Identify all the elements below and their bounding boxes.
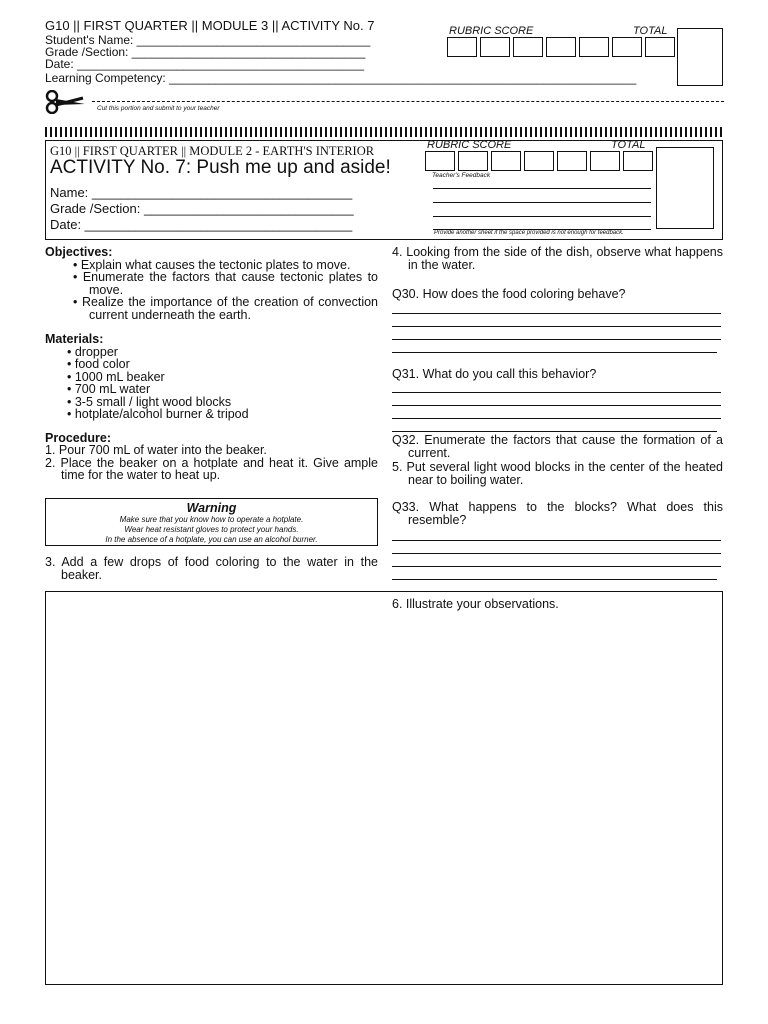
activity-title: ACTIVITY No. 7: Push me up and aside!: [50, 157, 391, 178]
activity-date-field[interactable]: Date: _____________________________________: [50, 217, 353, 232]
feedback-label: Teacher's Feedback: [432, 172, 491, 179]
rubric-cell[interactable]: [480, 37, 510, 57]
material-item: • 3-5 small / light wood blocks: [67, 394, 232, 409]
barcode-divider: [45, 127, 723, 137]
activity-total-label: TOTAL: [611, 139, 646, 151]
material-item: • 700 mL water: [67, 382, 151, 396]
feedback-line[interactable]: [433, 202, 651, 203]
rubric-cell[interactable]: [524, 151, 554, 171]
illustration-box[interactable]: [45, 591, 723, 985]
objective-item: • Explain what causes the tectonic plates to move.: [73, 257, 351, 272]
activity-rubric-label: RUBRIC SCORE: [427, 139, 512, 151]
cut-note: Cut this portion and submit to your teacher: [97, 105, 220, 112]
procedure-step-2: 2. Place the beaker on a hotplate and heat it. Give ample time for the water to heat up.: [45, 455, 378, 482]
step-5: 5. Put several light wood blocks in the center of the heated near to boiling water.: [392, 460, 723, 487]
q32: Q32. Enumerate the factors that cause the formation of a current.: [392, 433, 723, 460]
answer-line[interactable]: [392, 392, 721, 393]
rubric-cell[interactable]: [623, 151, 653, 171]
rubric-label: RUBRIC SCORE: [449, 25, 534, 37]
answer-line[interactable]: [392, 313, 721, 314]
objective-item: • Enumerate the factors that cause tectonic plates to move.: [73, 270, 378, 297]
procedure-step-3: 3. Add a few drops of food coloring to the water in the beaker.: [45, 555, 378, 582]
answer-line[interactable]: [392, 418, 721, 419]
rubric-cell[interactable]: [579, 37, 609, 57]
feedback-line[interactable]: [433, 216, 651, 217]
answer-line[interactable]: [392, 352, 717, 353]
module-line: G10 || FIRST QUARTER || MODULE 2 - EARTH'S INTERIOR: [50, 144, 375, 158]
warning-title: Warning: [186, 501, 237, 515]
step-4: 4. Looking from the side of the dish, observe what happens in the water.: [392, 245, 723, 272]
rubric-cell[interactable]: [513, 37, 543, 57]
total-score-box[interactable]: [677, 28, 723, 86]
q33: Q33. What happens to the blocks? What does this resemble?: [392, 500, 723, 527]
cut-line: [92, 101, 724, 102]
name-field[interactable]: Name: ____________________________________: [50, 185, 353, 200]
warning-line: Wear heat resistant gloves to protect your hands.: [124, 525, 299, 534]
rubric-cell[interactable]: [458, 151, 488, 171]
feedback-line[interactable]: [433, 188, 651, 189]
material-item: • hotplate/alcohol burner & tripod: [67, 407, 249, 421]
rubric-cell[interactable]: [557, 151, 587, 171]
step-6: 6. Illustrate your observations.: [392, 597, 559, 611]
header-title: G10 || FIRST QUARTER || MODULE 3 || ACTIVITY No. 7: [45, 18, 375, 33]
material-item: • 1000 mL beaker: [67, 369, 165, 384]
rubric-cell[interactable]: [645, 37, 675, 57]
rubric-cell[interactable]: [590, 151, 620, 171]
rubric-cell[interactable]: [491, 151, 521, 171]
procedure-heading: Procedure:: [45, 430, 111, 445]
procedure-step-1: 1. Pour 700 mL of water into the beaker.: [45, 443, 267, 457]
materials-heading: Materials:: [45, 332, 104, 346]
answer-line[interactable]: [392, 553, 721, 554]
rubric-cell[interactable]: [612, 37, 642, 57]
answer-line[interactable]: [392, 579, 717, 580]
activity-total-box[interactable]: [656, 147, 714, 229]
warning-line: In the absence of a hotplate, you can use an alcohol burner.: [105, 535, 318, 544]
answer-line[interactable]: [392, 326, 721, 327]
answer-line[interactable]: [392, 540, 721, 541]
material-item: • food color: [67, 357, 130, 371]
answer-line[interactable]: [392, 339, 721, 340]
warning-line: Make sure that you know how to operate a hotplate.: [119, 515, 304, 524]
rubric-cell[interactable]: [546, 37, 576, 57]
rubric-cell[interactable]: [425, 151, 455, 171]
answer-line[interactable]: [392, 566, 721, 567]
scissors-icon: [45, 90, 89, 114]
activity-grade-section-field[interactable]: Grade /Section: _____________________________: [50, 201, 354, 216]
answer-line[interactable]: [392, 431, 717, 432]
answer-line[interactable]: [392, 405, 721, 406]
date-field[interactable]: Date: ___________________________________________: [45, 57, 364, 71]
material-item: • dropper: [67, 344, 118, 359]
rubric-cell[interactable]: [447, 37, 477, 57]
objective-item: • Realize the importance of the creation of convection current underneath the earth.: [73, 295, 378, 322]
objectives-heading: Objectives:: [45, 245, 113, 259]
q31: Q31. What do you call this behavior?: [392, 367, 597, 381]
q30: Q30. How does the food coloring behave?: [392, 287, 626, 301]
student-name-field[interactable]: Student's Name: ___________________________________: [45, 33, 371, 47]
warning-box: [45, 498, 378, 546]
competency-field[interactable]: Learning Competency: ______________________________________________________________________: [45, 71, 637, 85]
total-label: TOTAL: [633, 25, 668, 37]
feedback-note: Provide another sheet if the space provided is not enough for feedback.: [434, 230, 624, 236]
grade-section-field[interactable]: Grade /Section: ___________________________________: [45, 45, 366, 59]
